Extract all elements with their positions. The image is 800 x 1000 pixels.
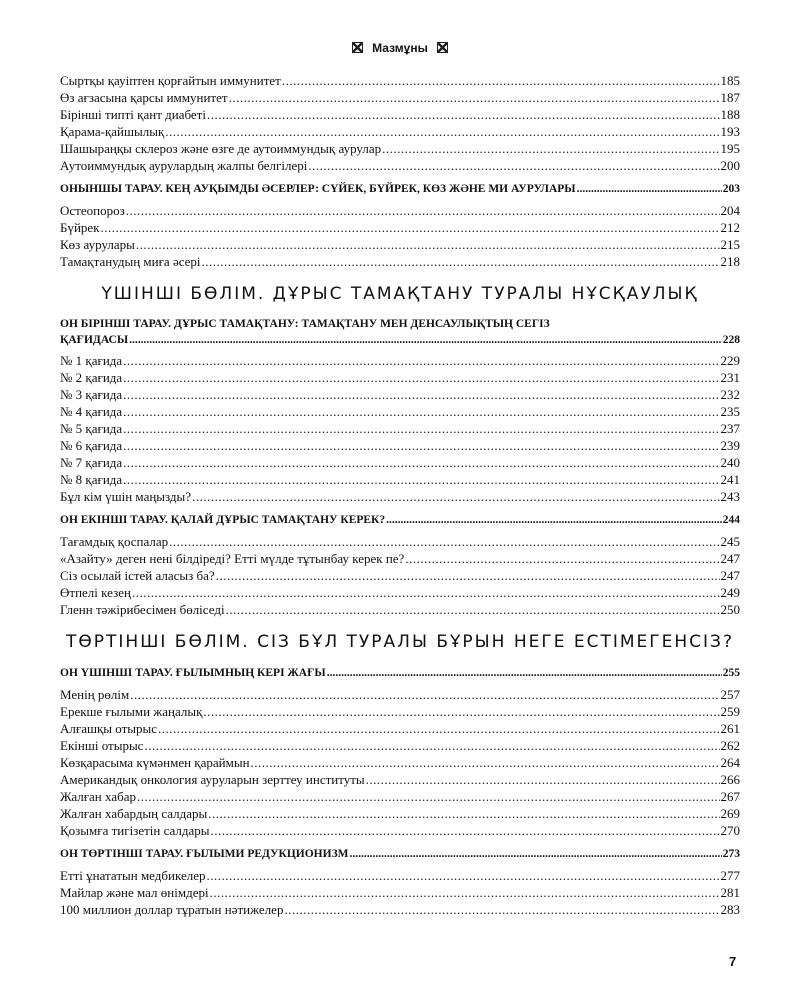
dot-leader xyxy=(101,219,720,236)
toc-entry-title: Майлар және мал өнімдері xyxy=(60,885,209,900)
toc-entry-page: 262 xyxy=(720,738,740,753)
dot-leader xyxy=(132,584,720,601)
toc-entry[interactable] xyxy=(60,533,740,550)
toc-entry-title: Жалған хабардың салдары xyxy=(60,806,208,821)
toc-entry[interactable] xyxy=(60,89,740,106)
toc-entry[interactable] xyxy=(60,202,740,219)
toc-entry-title: Аутоиммундық аурулардың жалпы белгілері xyxy=(60,158,308,173)
toc-entry[interactable] xyxy=(60,106,740,123)
toc-entry-title: Тағамдық қоспалар xyxy=(60,534,169,549)
toc-entry-title: Көзқарасыма күмәнмен қараймын xyxy=(60,755,250,770)
chapter-title: ОН ЕКІНШІ ТАРАУ. ҚАЛАЙ ДҰРЫС ТАМАҚТАНУ КЕРЕК? xyxy=(60,514,386,526)
toc-entry-page: 259 xyxy=(720,704,740,719)
chapter-page: 203 xyxy=(722,183,740,195)
toc-entry[interactable] xyxy=(60,822,740,839)
toc-entry-page: 264 xyxy=(720,755,740,770)
ornament-icon xyxy=(437,42,448,53)
dot-leader xyxy=(308,157,719,174)
toc-entry[interactable] xyxy=(60,703,740,720)
toc-entry[interactable] xyxy=(60,884,740,901)
dot-leader xyxy=(577,180,722,198)
page-number: 7 xyxy=(729,954,737,969)
toc-entry-title: Қозымға тигізетін салдары xyxy=(60,823,210,838)
dot-leader xyxy=(123,454,719,471)
toc-entry[interactable] xyxy=(60,754,740,771)
toc-entry-title: Бірінші типті қант диабеті xyxy=(60,107,206,122)
section-heading[interactable]: ҮШІНШІ БӨЛІМ. ДҰРЫС ТАМАҚТАНУ ТУРАЛЫ НҰСҚАУЛЫҚ xyxy=(101,284,699,304)
chapter-title: ОН ТӨРТІНШІ ТАРАУ. ҒЫЛЫМИ РЕДУКЦИОНИЗМ xyxy=(60,848,349,860)
toc-entry[interactable] xyxy=(60,805,740,822)
toc-entry[interactable] xyxy=(60,420,740,437)
dot-leader xyxy=(126,202,720,219)
toc-entry[interactable] xyxy=(60,601,740,618)
toc-entry[interactable] xyxy=(60,72,740,89)
toc-entry-title: № 6 қағида xyxy=(60,438,123,453)
dot-leader xyxy=(130,686,719,703)
dot-leader xyxy=(350,845,722,863)
toc-entry-page: 212 xyxy=(720,220,740,235)
toc-entry-title: Менің рөлім xyxy=(60,687,130,702)
toc-entry-title: Гленн тәжірибесімен бөліседі xyxy=(60,602,225,617)
toc-entry-title: № 1 қағида xyxy=(60,353,123,368)
toc-entry-page: 269 xyxy=(720,806,740,821)
toc-entry-page: 231 xyxy=(720,370,740,385)
toc-entry[interactable] xyxy=(60,901,740,918)
toc-entry-page: 235 xyxy=(720,404,740,419)
toc-entry[interactable] xyxy=(60,219,740,236)
toc-entry-page: 247 xyxy=(720,568,740,583)
dot-leader xyxy=(123,386,719,403)
toc-entry[interactable] xyxy=(60,471,740,488)
chapter-page: 273 xyxy=(722,848,740,860)
toc-entry[interactable] xyxy=(60,771,740,788)
chapter-heading[interactable] xyxy=(60,664,740,682)
dot-leader xyxy=(211,822,720,839)
toc-entry-page: 267 xyxy=(720,789,740,804)
dot-leader xyxy=(210,884,720,901)
toc-entry[interactable] xyxy=(60,454,740,471)
toc-entry[interactable] xyxy=(60,584,740,601)
dot-leader xyxy=(386,511,722,529)
toc-entry-title: № 3 қағида xyxy=(60,387,123,402)
section-heading[interactable]: ТӨРТІНШІ БӨЛІМ. СІЗ БҰЛ ТУРАЛЫ БҰРЫН НЕГЕ ЕСТІМЕГЕНСІЗ? xyxy=(66,632,734,652)
dot-leader xyxy=(203,703,719,720)
dot-leader xyxy=(123,420,719,437)
toc-entry-title: № 2 қағида xyxy=(60,370,123,385)
toc-page xyxy=(60,38,740,918)
toc-entry-title: Алғашқы отырыс xyxy=(60,721,158,736)
toc-entry-page: 250 xyxy=(720,602,740,617)
toc-entry-title: Өтпелі кезең xyxy=(60,585,131,600)
toc-entry-title: Тамақтанудың миға әсері xyxy=(60,254,201,269)
toc-entry-title: Қарама-қайшылық xyxy=(60,124,165,139)
toc-entry[interactable] xyxy=(60,788,740,805)
toc-entry-title: Остеопороз xyxy=(60,203,125,218)
toc-entry-page: 261 xyxy=(720,721,740,736)
dot-leader xyxy=(202,253,720,270)
toc-entry[interactable] xyxy=(60,737,740,754)
chapter-title-line1: ОН БІРІНШІ ТАРАУ. ДҰРЫС ТАМАҚТАНУ: ТАМАҚТАНУ МЕН ДЕНСАУЛЫҚТЫҢ СЕГІЗ xyxy=(60,318,550,330)
dot-leader xyxy=(158,720,719,737)
toc-entry-page: 188 xyxy=(720,107,740,122)
dot-leader xyxy=(327,664,722,682)
toc-entry-page: 283 xyxy=(720,902,740,917)
dot-leader xyxy=(229,89,720,106)
toc-entry[interactable] xyxy=(60,720,740,737)
toc-entry-title: Американдық онкология ауруларын зерттеу институты xyxy=(60,772,365,787)
toc-entry[interactable] xyxy=(60,867,740,884)
toc-group xyxy=(60,202,740,270)
toc-entry[interactable] xyxy=(60,550,740,567)
toc-entry-page: 266 xyxy=(720,772,740,787)
toc-entry-title: № 8 қағида xyxy=(60,472,123,487)
toc-entry-page: 193 xyxy=(720,124,740,139)
dot-leader xyxy=(165,123,719,140)
toc-entry-title: Сыртқы қауіптен қорғайтын иммунитет xyxy=(60,73,281,88)
chapter-title: ОН ҮШІНШІ ТАРАУ. ҒЫЛЫМНЫҢ КЕРІ ЖАҒЫ xyxy=(60,667,326,679)
toc-entry-page: 245 xyxy=(720,534,740,549)
toc-entry-title: Сіз осылай істей аласыз ба? xyxy=(60,568,215,583)
dot-leader xyxy=(226,601,720,618)
toc-entry-page: 243 xyxy=(720,489,740,504)
ornament-icon xyxy=(352,42,363,53)
toc-entry-page: 247 xyxy=(720,551,740,566)
toc-entry-page: 240 xyxy=(720,455,740,470)
toc-entry-page: 249 xyxy=(720,585,740,600)
chapter-heading[interactable] xyxy=(60,845,740,863)
dot-leader xyxy=(284,901,719,918)
toc-entry-title: № 5 қағида xyxy=(60,421,123,436)
toc-entry-title: Шашыраңқы склероз және өзге де аутоиммундық аурулар xyxy=(60,141,382,156)
toc-entry[interactable] xyxy=(60,157,740,174)
toc-group xyxy=(60,533,740,618)
chapter-title-line2: ҚАҒИДАСЫ xyxy=(60,334,129,346)
toc-entry-page: 239 xyxy=(720,438,740,453)
toc-entry[interactable] xyxy=(60,236,740,253)
chapter-page: 255 xyxy=(722,667,740,679)
header-title: Мазмұны xyxy=(372,41,428,55)
dot-leader xyxy=(366,771,720,788)
toc-entry[interactable] xyxy=(60,352,740,369)
dot-leader xyxy=(208,805,719,822)
toc-entry[interactable] xyxy=(60,686,740,703)
toc-entry-page: 187 xyxy=(720,90,740,105)
dot-leader xyxy=(216,567,720,584)
toc-entry-page: 195 xyxy=(720,141,740,156)
toc-entry-page: 237 xyxy=(720,421,740,436)
toc-entry-title: № 4 қағида xyxy=(60,404,123,419)
dot-leader xyxy=(144,737,719,754)
toc-entry-page: 257 xyxy=(720,687,740,702)
dot-leader xyxy=(251,754,720,771)
dot-leader xyxy=(206,867,719,884)
toc-entry[interactable] xyxy=(60,253,740,270)
dot-leader xyxy=(136,236,720,253)
toc-entry-page: 204 xyxy=(720,203,740,218)
dot-leader xyxy=(192,488,719,505)
toc-entry[interactable] xyxy=(60,123,740,140)
toc-group xyxy=(60,72,740,174)
toc-entry-title: Етті ұнататын медбикелер xyxy=(60,868,206,883)
chapter-title: ОНЫНШЫ ТАРАУ. КЕҢ АУҚЫМДЫ ӘСЕРЛЕР: СҮЙЕК, БҮЙРЕК, КӨЗ ЖӘНЕ МИ АУРУЛАРЫ xyxy=(60,183,576,195)
toc-entry-page: 241 xyxy=(720,472,740,487)
toc-entry-page: 270 xyxy=(720,823,740,838)
toc-entry-title: Жалған хабар xyxy=(60,789,136,804)
dot-leader xyxy=(282,72,720,89)
toc-entry-page: 277 xyxy=(720,868,740,883)
toc-entry-page: 185 xyxy=(720,73,740,88)
toc-entry-page: 232 xyxy=(720,387,740,402)
toc-entry-page: 215 xyxy=(720,237,740,252)
dot-leader xyxy=(169,533,719,550)
toc-entry-title: Өз ағзасына қарсы иммунитет xyxy=(60,90,228,105)
dot-leader xyxy=(382,140,719,157)
dot-leader xyxy=(405,550,719,567)
dot-leader xyxy=(129,332,722,348)
chapter-heading[interactable] xyxy=(60,180,740,198)
toc-entry[interactable] xyxy=(60,488,740,505)
dot-leader xyxy=(207,106,720,123)
page-header xyxy=(60,38,740,58)
chapter-page: 244 xyxy=(722,514,740,526)
toc-entry[interactable] xyxy=(60,403,740,420)
toc-entry-title: Көз аурулары xyxy=(60,237,135,252)
dot-leader xyxy=(123,403,719,420)
toc-entry-title: № 7 қағида xyxy=(60,455,123,470)
dot-leader xyxy=(123,369,719,386)
chapter-heading[interactable] xyxy=(60,511,740,529)
toc-entry-title: Бүйрек xyxy=(60,220,100,235)
toc-entry[interactable] xyxy=(60,386,740,403)
toc-entry[interactable] xyxy=(60,437,740,454)
chapter-heading[interactable] xyxy=(60,316,740,348)
toc-entry-page: 281 xyxy=(720,885,740,900)
chapter-page: 228 xyxy=(722,334,740,346)
toc-entry-title: Ерекше ғылыми жаңалық xyxy=(60,704,203,719)
dot-leader xyxy=(123,437,719,454)
toc-entry-page: 229 xyxy=(720,353,740,368)
toc-entry-title: «Азайту» деген нені білдіреді? Етті мүлде тұтынбау керек пе? xyxy=(60,551,405,566)
toc-entry[interactable] xyxy=(60,567,740,584)
dot-leader xyxy=(123,352,719,369)
toc-group xyxy=(60,352,740,505)
toc-entry-page: 200 xyxy=(720,158,740,173)
toc-entry[interactable] xyxy=(60,369,740,386)
dot-leader xyxy=(137,788,720,805)
toc-entry[interactable] xyxy=(60,140,740,157)
toc-entry-page: 218 xyxy=(720,254,740,269)
toc-entry-title: 100 миллион доллар тұратын нәтижелер xyxy=(60,902,284,917)
toc-entry-title: Бұл кім үшін маңызды? xyxy=(60,489,192,504)
toc-group xyxy=(60,867,740,918)
toc-entry-title: Екінші отырыс xyxy=(60,738,144,753)
dot-leader xyxy=(123,471,719,488)
toc-group xyxy=(60,686,740,839)
